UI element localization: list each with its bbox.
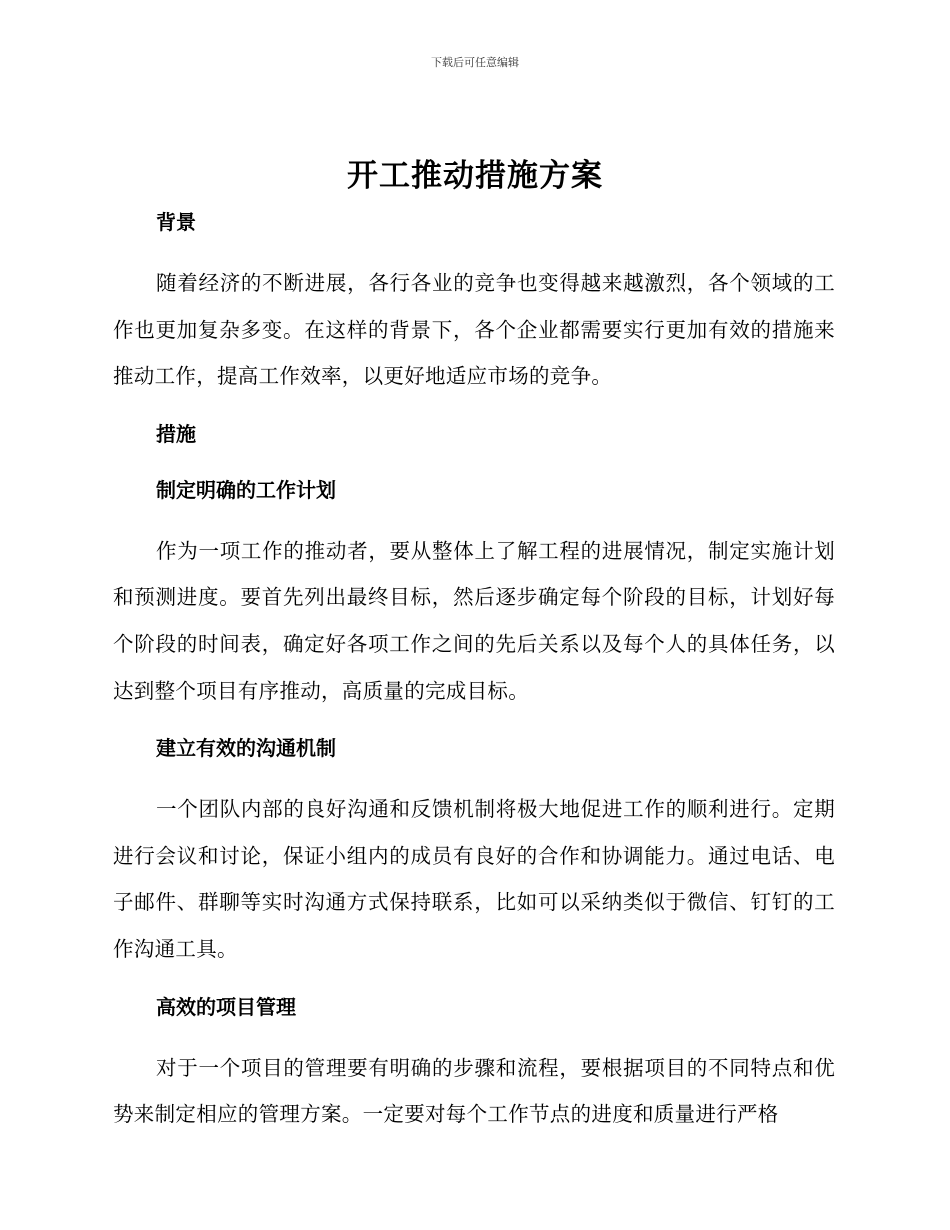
section-heading-measures: 措施 xyxy=(156,421,196,446)
document-title: 开工推动措施方案 xyxy=(347,158,603,194)
paragraph-plan: 作为一项工作的推动者，要从整体上了解工程的进展情况，制定实施计划和预测进度。要首先列出最终目标，然后逐步确定每个阶段的目标，计划好每个阶段的时间表，确定好各项工作之间的先后关系以及每个人的具体任务，以达到整个项目有序推动，高质量的完成目标。 xyxy=(113,538,835,703)
section-heading-plan: 制定明确的工作计划 xyxy=(156,477,336,502)
paragraph-management: 对于一个项目的管理要有明确的步骤和流程，要根据项目的不同特点和优势来制定相应的管理方案。一定要对每个工作节点的进度和质量进行严格 xyxy=(113,1055,835,1127)
paragraph-background: 随着经济的不断进展，各行各业的竞争也变得越来越激烈，各个领域的工作也更加复杂多变。在这样的背景下，各个企业都需要实行更加有效的措施来推动工作，提高工作效率，以更好地适应市场的竞争。 xyxy=(113,271,835,389)
document-body xyxy=(113,204,835,1138)
paragraph-communication: 一个团队内部的良好沟通和反馈机制将极大地促进工作的顺利进行。定期进行会议和讨论，保证小组内的成员有良好的合作和协调能力。通过电话、电子邮件、群聊等实时沟通方式保持联系，比如可以采纳类似于微信、钉钉的工作沟通工具。 xyxy=(113,797,835,961)
section-heading-communication: 建立有效的沟通机制 xyxy=(156,736,336,761)
header-note: 下载后可任意编辑 xyxy=(431,56,519,69)
section-heading-background: 背景 xyxy=(156,210,196,234)
section-heading-management: 高效的项目管理 xyxy=(156,994,296,1019)
